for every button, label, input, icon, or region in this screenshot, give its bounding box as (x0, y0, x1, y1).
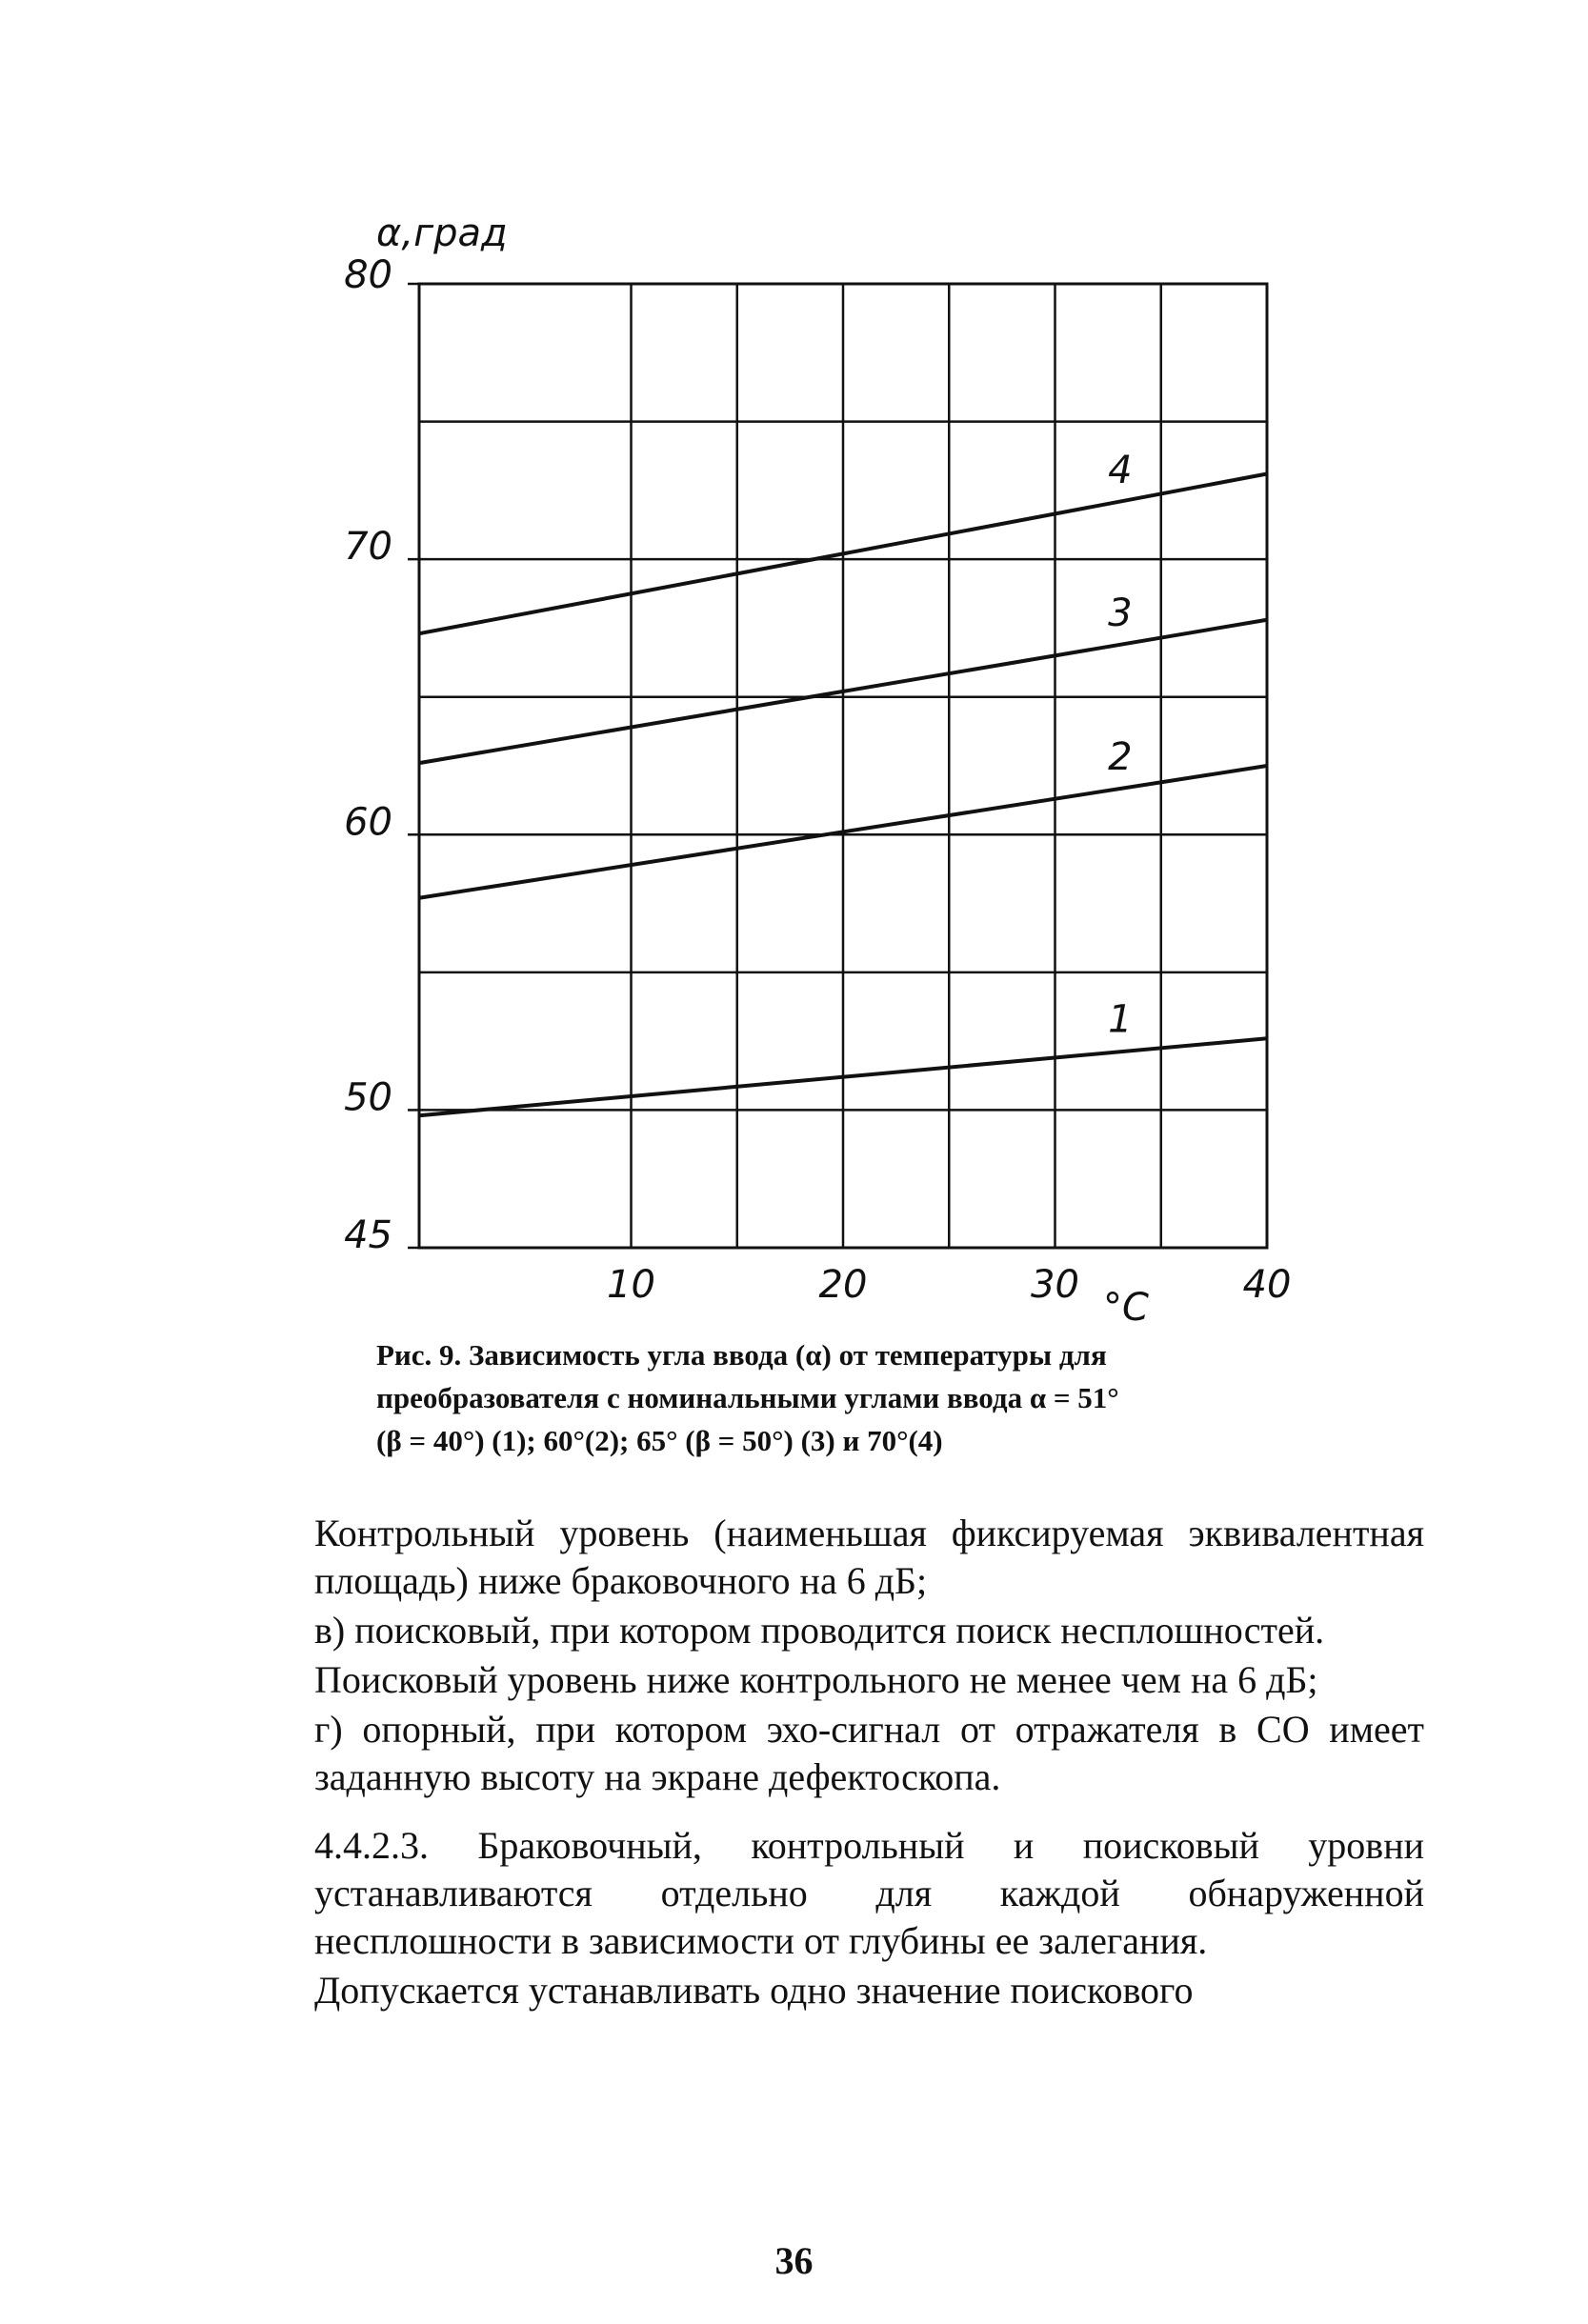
paragraph-reference-level-item: г) опорный, при котором эхо-сигнал от отражателя в СО имеет заданную высоту на экране дефектоскопа. (314, 1708, 1424, 1798)
series-label-3: 3 (1108, 591, 1133, 635)
series-label-1: 1 (1108, 997, 1133, 1042)
paragraph-control-level: Контрольный уровень (наименьшая фиксируемая эквивалентная площадь) ниже браковочного на 6 дБ; (314, 1512, 1424, 1602)
y-tick-label: 70 (344, 525, 392, 570)
caption-line-2: преобразователя с номинальными углами ввода α = 51° (376, 1381, 1119, 1414)
chart-labels (344, 253, 1291, 1307)
y-tick-label: 80 (344, 253, 392, 297)
series-label-2: 2 (1108, 735, 1133, 780)
page-number: 36 (774, 2239, 814, 2282)
figure-caption (376, 1333, 1319, 1462)
x-tick-label: 40 (1242, 1263, 1292, 1307)
y-tick-label: 50 (344, 1075, 392, 1120)
x-tick-label: 10 (607, 1263, 655, 1307)
y-axis-title: α,град (376, 211, 508, 255)
x-tick-label: 20 (818, 1263, 868, 1307)
y-tick-label: 60 (344, 800, 392, 845)
y-tick-label: 45 (344, 1213, 392, 1257)
paragraph-4-4-2-3: 4.4.2.3. Браковочный, контрольный и поисковый уровни устанавливаются отдельно для каждой обнаруженной несплошности в зависимости от глубины ее залегания. (314, 1824, 1424, 1962)
caption-line-3: (β = 40°) (1); 60°(2); 65° (β = 50°) (3) и 70°(4) (376, 1424, 943, 1457)
body-text (314, 1510, 1424, 2016)
paragraph-search-level-item: в) поисковый, при котором проводится поиск несплошностей. (314, 1609, 1325, 1652)
x-tick-label: 30 (1031, 1263, 1079, 1307)
paragraph-allowed: Допускается устанавливать одно значение поискового (314, 1969, 1194, 2012)
series-label-4: 4 (1108, 448, 1133, 492)
paragraph-search-level: Поисковый уровень ниже контрольного не менее чем на 6 дБ; (314, 1658, 1318, 1701)
x-axis-title: °С (1103, 1286, 1149, 1330)
caption-line-1: Рис. 9. Зависимость угла ввода (α) от температуры для (376, 1338, 1107, 1372)
